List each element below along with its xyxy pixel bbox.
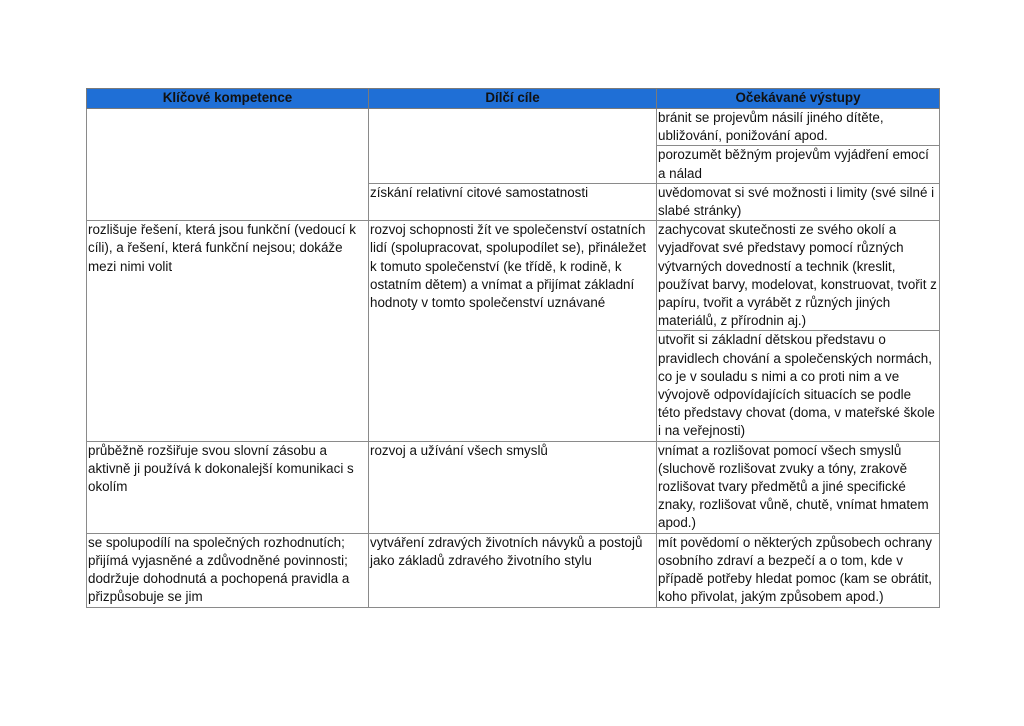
output-cell: mít povědomí o některých způsobech ochrany osobního zdraví a bezpečí a o tom, kde v případě potřeby hledat pomoc (kam se obrátit, koho přivolat, jakým způsobem apod.) bbox=[657, 533, 940, 607]
output-cell: zachycovat skutečnosti ze svého okolí a vyjadřovat své představy pomocí různých výtvarných dovedností a technik (kreslit, používat barvy, modelovat, konstruovat, tvořit z papíru, tvořit a vyrábět z různých jiných materiálů, z přírodnin aj.) bbox=[657, 221, 940, 331]
output-cell: bránit se projevům násilí jiného dítěte, ubližování, ponižování apod. bbox=[657, 109, 940, 146]
competence-table bbox=[86, 88, 940, 608]
goal-cell bbox=[369, 109, 657, 184]
output-cell: vnímat a rozlišovat pomocí všech smyslů (sluchově rozlišovat zvuky a tóny, zrakově rozlišovat tvary předmětů a jiné specifické znaky, rozlišovat vůně, chutě, vnímat hmatem apod.) bbox=[657, 441, 940, 533]
competence-cell: se spolupodílí na společných rozhodnutích; přijímá vyjasněné a zdůvodněné povinnosti; dodržuje dohodnutá a pochopená pravidla a přizpůsobuje se jim bbox=[87, 533, 369, 607]
header-partial-goals: Dílčí cíle bbox=[369, 89, 657, 109]
output-cell: porozumět běžným projevům vyjádření emocí a nálad bbox=[657, 146, 940, 183]
competence-cell: průběžně rozšiřuje svou slovní zásobu a aktivně ji používá k dokonalejší komunikaci s okolím bbox=[87, 441, 369, 533]
table-row bbox=[87, 221, 940, 331]
competence-cell bbox=[87, 109, 369, 221]
header-key-competences: Klíčové kompetence bbox=[87, 89, 369, 109]
table-row bbox=[87, 533, 940, 607]
table-header-row bbox=[87, 89, 940, 109]
header-expected-outputs: Očekávané výstupy bbox=[657, 89, 940, 109]
competence-cell: rozlišuje řešení, která jsou funkční (vedoucí k cíli), a řešení, která funkční nejsou; dokáže mezi nimi volit bbox=[87, 221, 369, 441]
goal-cell: vytváření zdravých životních návyků a postojů jako základů zdravého životního stylu bbox=[369, 533, 657, 607]
output-cell: utvořit si základní dětskou představu o pravidlech chování a společenských normách, co je v souladu s nimi a co proti nim a ve vývojově odpovídajících situacích se podle této představy chovat (doma, v mateřské škole i na veřejnosti) bbox=[657, 331, 940, 441]
table-row bbox=[87, 109, 940, 146]
table-row bbox=[87, 441, 940, 533]
output-cell: uvědomovat si své možnosti i limity (své silné i slabé stránky) bbox=[657, 183, 940, 220]
goal-cell: získání relativní citové samostatnosti bbox=[369, 183, 657, 220]
goal-cell: rozvoj schopnosti žít ve společenství ostatních lidí (spolupracovat, spolupodílet se), přináležet k tomuto společenství (ke třídě, k rodině, k ostatním dětem) a vnímat a přijímat základní hodnoty v tomto společenství uznávané bbox=[369, 221, 657, 441]
goal-cell: rozvoj a užívání všech smyslů bbox=[369, 441, 657, 533]
